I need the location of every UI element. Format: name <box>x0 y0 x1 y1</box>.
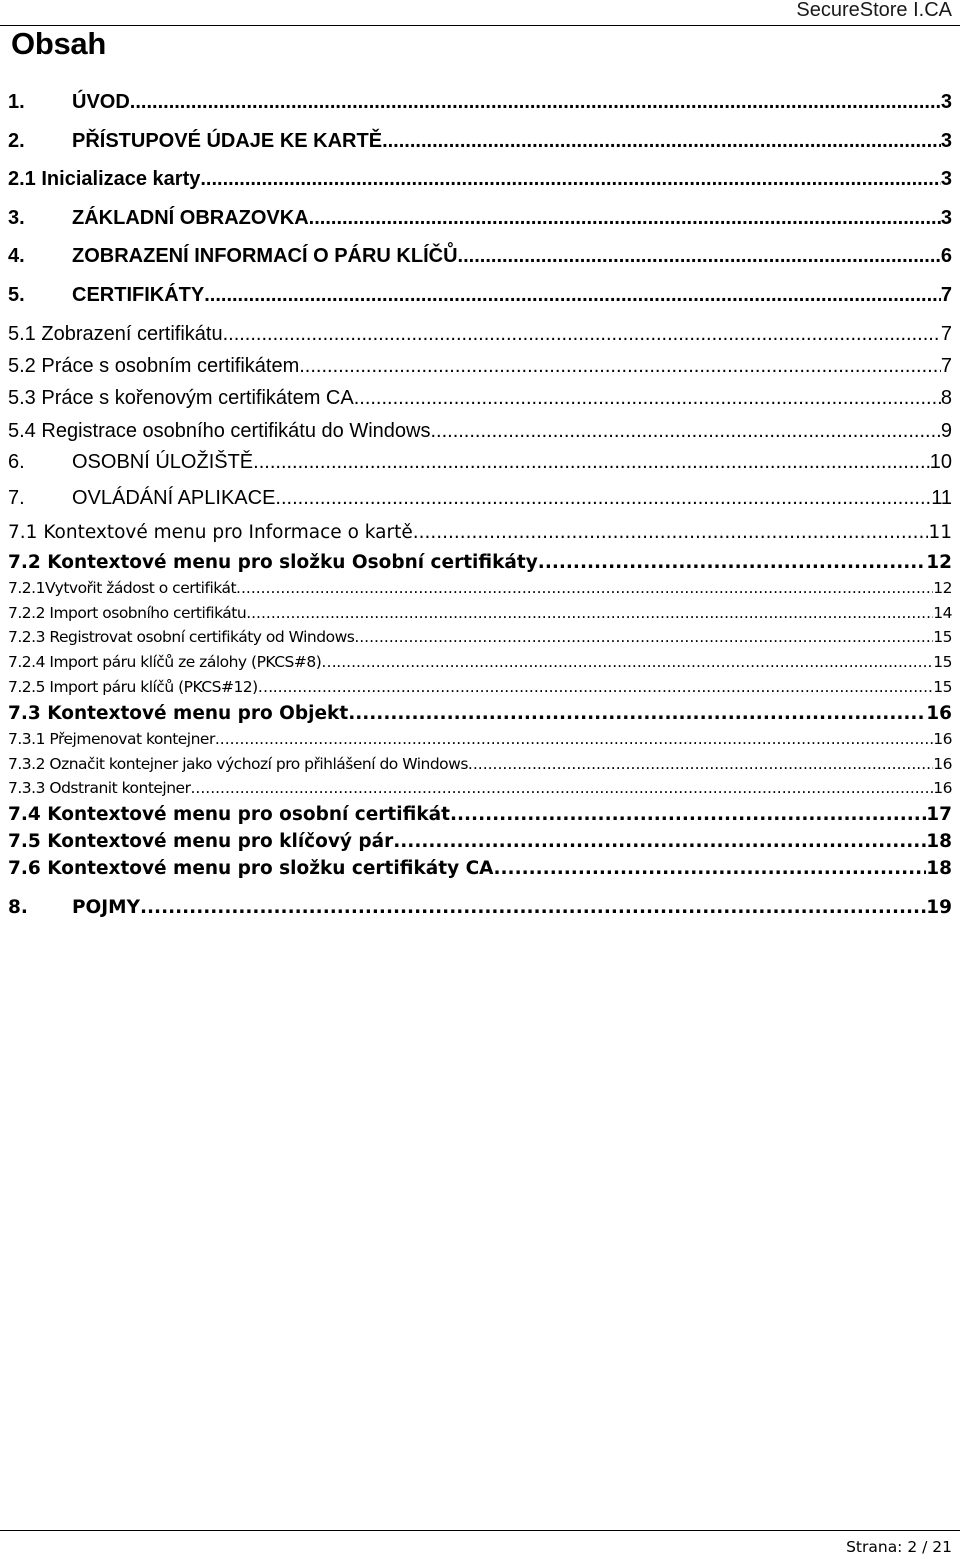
toc-entry-page: 9 <box>940 419 952 442</box>
page-number: Strana: 2 / 21 <box>846 1538 952 1556</box>
toc-entry[interactable] <box>8 382 952 414</box>
toc-entry-title: Inicializace karty <box>41 168 201 190</box>
toc-entry-title: Kontextové menu pro Objekt <box>47 702 349 724</box>
toc-entry-title: CERTIFIKÁTY <box>72 283 205 306</box>
toc-entry-page: 7 <box>940 283 952 306</box>
toc-entry-number: 7.6 <box>8 858 41 880</box>
toc-entry-title: Přejmenovat kontejner <box>49 729 215 748</box>
toc-entry-title: OVLÁDÁNÍ APLIKACE <box>72 486 276 509</box>
toc-leader <box>200 164 941 194</box>
header-divider <box>0 25 960 26</box>
toc-entry-number: 7.3 <box>8 702 41 724</box>
toc-entry-page: 15 <box>933 653 952 672</box>
toc-entry[interactable] <box>8 203 952 242</box>
toc-entry[interactable] <box>8 828 952 855</box>
toc-entry-number: 8. <box>8 897 28 919</box>
toc-entry-title: Práce s kořenovým certifikátem CA <box>41 387 354 410</box>
toc-entry[interactable] <box>8 801 952 828</box>
toc-entry[interactable] <box>8 87 952 126</box>
toc-leader <box>354 625 933 649</box>
toc-leader <box>140 893 926 923</box>
toc-leader <box>336 650 933 674</box>
toc-leader <box>450 801 926 828</box>
footer-divider <box>0 1530 960 1531</box>
toc-entry-page: 3 <box>940 91 952 113</box>
toc-leader <box>204 280 941 310</box>
toc-entry-title: Kontextové menu pro osobní certifikát <box>47 804 450 826</box>
toc-leader <box>430 415 940 447</box>
toc-entry[interactable] <box>8 415 952 447</box>
toc-entry-number: 7.1 <box>8 521 38 543</box>
toc-entry-page: 8 <box>940 387 952 410</box>
toc-leader <box>393 828 926 855</box>
toc-entry-title: Registrace osobního certifikátu do Windows <box>41 419 431 442</box>
toc-entry-number: 7.2.4 <box>8 653 45 672</box>
toc-entry[interactable] <box>8 700 952 727</box>
toc-leader <box>299 350 941 382</box>
toc-entry-number: 7.2.1 <box>8 578 45 597</box>
toc-leader <box>468 752 933 776</box>
page-footer <box>0 1524 960 1559</box>
toc-entry-page: 18 <box>926 831 952 853</box>
toc-entry-number: 4. <box>8 245 25 267</box>
toc-entry[interactable] <box>8 241 952 280</box>
toc-entry-title: Import osobního certifikátu <box>49 603 247 622</box>
toc-entry-title: OSOBNÍ ÚLOŽIŠTĚ <box>72 450 254 473</box>
toc-entry-number: 5. <box>8 283 25 306</box>
toc-entry[interactable] <box>8 650 952 675</box>
toc-entry-page: 16 <box>933 729 952 748</box>
toc-entry[interactable] <box>8 483 952 517</box>
toc-entry-page: 10 <box>929 450 952 473</box>
toc-entry[interactable] <box>8 625 952 650</box>
toc-entry-page: 3 <box>940 129 952 152</box>
toc-entry-title: ZÁKLADNÍ OBRAZOVKA <box>72 206 309 229</box>
toc-entry-page: 17 <box>926 804 952 826</box>
toc-leader <box>253 447 930 477</box>
toc-entry-number: 5.1 <box>8 323 36 345</box>
toc-entry[interactable] <box>8 447 952 483</box>
toc-entry-number: 7.4 <box>8 804 41 826</box>
toc-leader <box>354 382 941 414</box>
toc-entry-title: Kontextové menu pro složku Osobní certifikáty <box>47 551 538 573</box>
toc-entry-title: Kontextové menu pro složku certifikáty CA <box>47 858 494 880</box>
toc-entry-title: Kontextové menu pro Informace o kartě <box>43 521 413 543</box>
toc-leader <box>223 318 941 350</box>
toc-entry[interactable] <box>8 350 952 382</box>
toc-entry-page: 16 <box>926 702 952 724</box>
toc-leader <box>348 700 926 727</box>
toc-entry-number: 7.3.3 <box>8 779 45 798</box>
toc-leader <box>130 87 941 117</box>
toc-leader <box>538 549 926 576</box>
toc-entry-number: 7.3.2 <box>8 754 45 773</box>
toc-leader <box>273 675 934 699</box>
toc-entry-title: Odstranit kontejner <box>49 779 191 798</box>
toc-entry[interactable] <box>8 727 952 752</box>
toc-entry-number: 2.1 <box>8 168 36 190</box>
toc-entry[interactable] <box>8 776 952 801</box>
toc-leader <box>413 517 929 549</box>
toc-entry-number: 3. <box>8 206 25 229</box>
toc-entry-number: 5.2 <box>8 355 36 378</box>
toc-entry[interactable] <box>8 601 952 626</box>
toc-entry-page: 6 <box>940 245 952 267</box>
table-of-contents <box>8 87 952 932</box>
toc-leader <box>493 855 926 882</box>
toc-entry-page: 3 <box>940 168 952 190</box>
toc-entry-page: 11 <box>928 521 952 543</box>
toc-entry-page: 7 <box>940 355 952 378</box>
toc-entry-number: 7.2.2 <box>8 603 45 622</box>
toc-entry-title: Kontextové menu pro klíčový pár <box>47 831 394 853</box>
toc-entry-page: 7 <box>940 323 952 345</box>
toc-entry-number: 7.2.5 <box>8 677 45 696</box>
toc-leader <box>236 576 933 600</box>
toc-entry-page: 3 <box>940 206 952 229</box>
toc-entry-number: 2. <box>8 129 25 152</box>
toc-leader <box>275 483 931 513</box>
header-brand: SecureStore I.CA <box>796 0 952 21</box>
toc-entry-number: 7.2 <box>8 551 41 573</box>
toc-entry-title: Import páru klíčů ze zálohy (PKCS#8)… <box>49 653 337 672</box>
toc-entry-title: PŘÍSTUPOVÉ ÚDAJE KE KARTĚ <box>72 129 383 152</box>
toc-entry[interactable] <box>8 280 952 319</box>
toc-entry[interactable] <box>8 855 952 893</box>
toc-entry[interactable] <box>8 517 952 549</box>
toc-entry-title: Vytvořit žádost o certifikát <box>44 578 237 597</box>
toc-entry-page: 11 <box>931 486 952 509</box>
toc-entry-number: 1. <box>8 91 25 113</box>
toc-entry-number: 5.4 <box>8 419 36 442</box>
toc-entry[interactable] <box>8 164 952 203</box>
toc-entry-number: 5.3 <box>8 387 36 410</box>
toc-entry-title: ZOBRAZENÍ INFORMACÍ O PÁRU KLÍČŮ <box>72 245 458 267</box>
toc-entry-title: Zobrazení certifikátu <box>41 323 223 345</box>
toc-entry-number: 7.5 <box>8 831 41 853</box>
toc-entry-page: 14 <box>933 603 952 622</box>
toc-entry-page: 16 <box>933 779 952 798</box>
toc-entry-title: Registrovat osobní certifikáty od Windows <box>49 628 355 647</box>
toc-entry[interactable] <box>8 752 952 777</box>
toc-entry-page: 19 <box>926 897 952 919</box>
toc-entry-page: 18 <box>926 858 952 880</box>
toc-entry-title: Import páru klíčů (PKCS#12)… <box>49 677 273 696</box>
toc-leader <box>309 203 941 233</box>
toc-entry[interactable] <box>8 549 952 576</box>
toc-entry-page: 15 <box>933 677 952 696</box>
toc-entry[interactable] <box>8 126 952 165</box>
toc-entry-number: 7.3.1 <box>8 729 45 748</box>
toc-entry[interactable] <box>8 576 952 601</box>
toc-entry-title: ÚVOD <box>72 91 130 113</box>
toc-entry-page: 15 <box>933 628 952 647</box>
page-header <box>0 0 960 26</box>
toc-entry-page: 16 <box>933 754 952 773</box>
toc-entry-title: Označit kontejner jako výchozí pro přihlášení do Windows <box>49 754 468 773</box>
toc-leader <box>246 601 933 625</box>
toc-entry-title: POJMY <box>72 897 140 919</box>
toc-leader <box>382 126 941 156</box>
toc-entry-page: 12 <box>926 551 952 573</box>
toc-entry-number: 7.2.3 <box>8 628 45 647</box>
toc-leader <box>458 241 941 271</box>
toc-entry-page: 12 <box>933 578 952 597</box>
toc-leader <box>215 727 933 751</box>
toc-entry[interactable] <box>8 675 952 700</box>
toc-leader <box>190 776 933 800</box>
toc-entry-title: Práce s osobním certifikátem <box>41 355 300 378</box>
toc-title: Obsah <box>11 26 106 61</box>
toc-entry-number: 6. <box>8 450 25 473</box>
toc-entry[interactable] <box>8 318 952 350</box>
toc-entry[interactable] <box>8 893 952 932</box>
toc-entry-number: 7. <box>8 486 25 509</box>
